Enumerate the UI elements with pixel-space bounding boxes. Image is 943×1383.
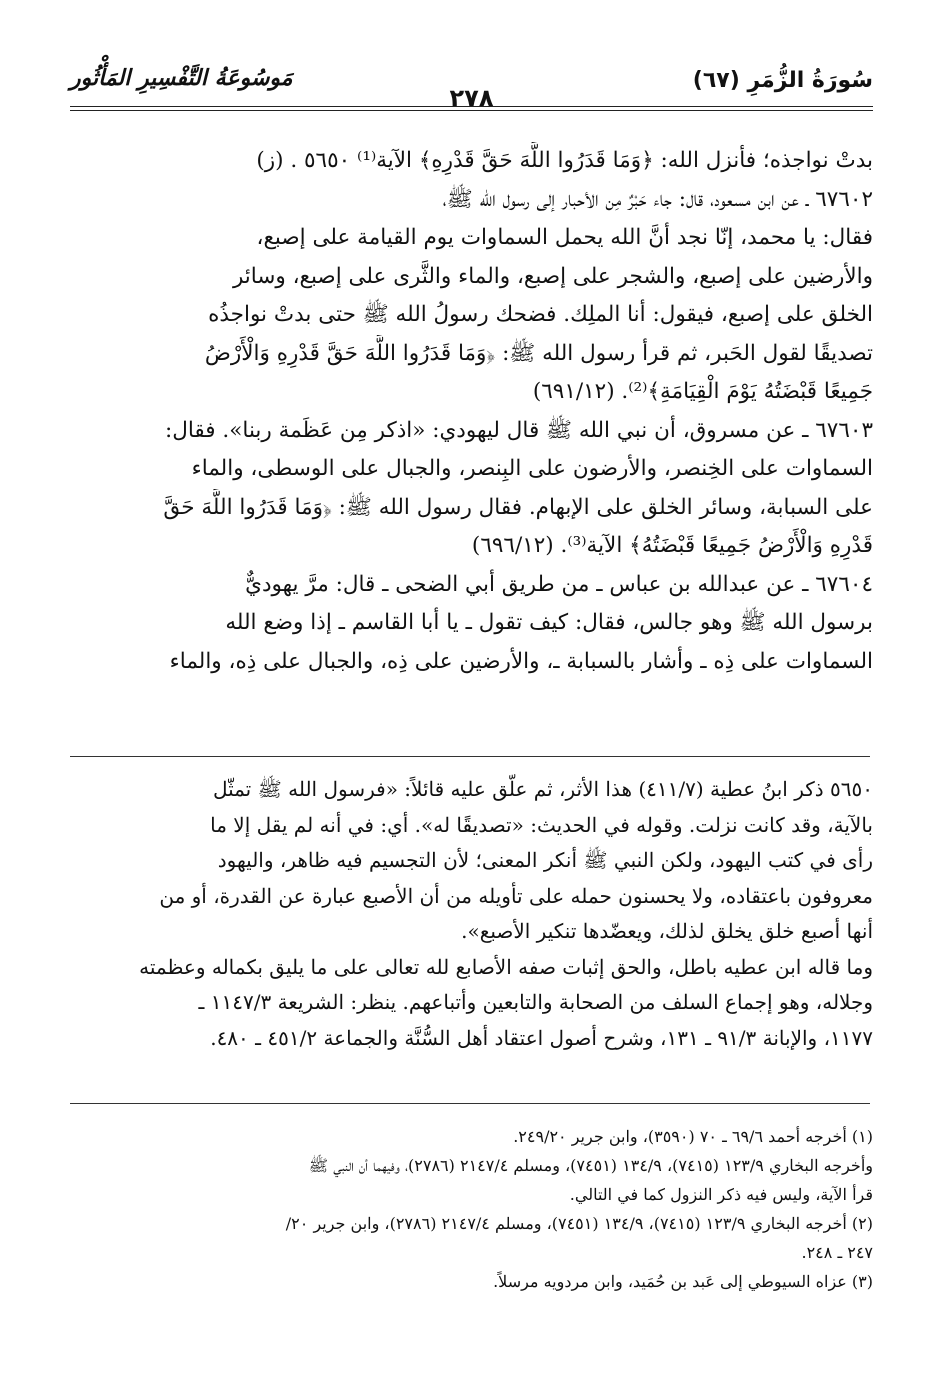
book-title: مَوسُوعَةُ التَّفْسِيرِ المَأْثُور	[70, 66, 293, 91]
text-line: بدتْ نواجذه؛ فأنزل الله: ﴿وَمَا قَدَرُوا اللَّهَ حَقَّ قَدْرِهِ﴾ الآية⁽¹⁾ ٥٦٥٠ . (ز)	[256, 148, 873, 173]
text-line: قَدْرِهِ وَالْأَرْضُ جَمِيعًا قَبْضَتُهُ﴾ الآية⁽³⁾. (٦٩٦/١٢)	[471, 533, 873, 558]
commentary-line: ١١٧٧، والإبانة ٩١/٣ ـ ١٣١، وشرح أصول اعتقاد أهل السُّنَّة والجماعة ٤٥١/٢ ـ ٤٨٠.	[210, 1025, 873, 1050]
footnote-3: (٣) عزاه السيوطي إلى عَبد بن حُمَيد، وابن مردويه مرسلاً.	[493, 1272, 873, 1291]
commentary-line: رأى في كتب اليهود، ولكن النبي ﷺ أنكر المعنى؛ لأن التجسيم فيه ظاهر، واليهود	[217, 848, 873, 872]
footnote-line: قرأ الآية، وليس فيه ذكر النزول كما في التالي.	[569, 1185, 873, 1204]
footnote-line: وأخرجه البخاري ١٢٣/٩ (٧٤١٥)، ١٣٤/٩ (٧٤٥١)، ومسلم ٢١٤٧/٤ (٢٧٨٦)، وفيهما أن النبي ﷺ	[308, 1156, 873, 1175]
header-rule-thin	[70, 110, 873, 111]
commentary-line: بالآية، وقد كانت نزلت. وقوله في الحديث: «تصديقًا له». أي: في أنه لم يقل إلا ما	[210, 812, 873, 837]
commentary-line: وجلاله، وهو إجماع السلف من الصحابة والتابعين وأتباعهم. ينظر: الشريعة ١١٤٧/٣ ـ	[198, 990, 873, 1014]
text-line: السماوات على الخِنصر، والأرضون على البِنصر، والجبال على الوسطى، والماء	[191, 456, 873, 481]
commentary-divider	[70, 756, 870, 757]
text-line: والأرضين على إصبع، والشجر على إصبع، والماء والثَّرى على إصبع، وسائر	[232, 263, 873, 289]
text-line: جَمِيعًا قَبْضَتُهُ يَوْمَ الْقِيَامَةِ﴾⁽²⁾. (٦٩١/١٢)	[532, 379, 873, 404]
commentary-line: ٥٦٥٠ ذكر ابنُ عطية (٤١١/٧) هذا الأثر، ثم علّق عليه قائلاً: «فرسول الله ﷺ تمثّل	[212, 777, 873, 801]
surah-heading	[693, 68, 873, 93]
header-rule	[70, 106, 873, 107]
commentary-line: أنها أصبع خلق يخلق لذلك، ويعضّدها تنكير الأصبع».	[461, 919, 873, 943]
footnotes	[70, 1122, 873, 1296]
footnote-1: (١) أخرجه أحمد ٦٩/٦ ـ ٧٠ (٣٥٩٠)، وابن جرير ٢٤٩/٢٠.	[513, 1127, 873, 1146]
surah-title: سُورَةُ الزُّمَرِ	[747, 68, 873, 93]
hadith-67602: ٦٧٦٠٢ ـ عن ابن مسعود، قال: جاء حَبْرٌ مِن الأحبار إلى رسول الله ﷺ،	[442, 186, 873, 212]
commentary	[70, 772, 873, 1056]
text-line: على السبابة، وسائر الخلق على الإبهام. فقال رسول الله ﷺ: ﴿وَمَا قَدَرُوا اللَّهَ حَقَّ	[163, 494, 873, 520]
text-line: السماوات على ذِه ـ وأشار بالسبابة ـ، والأرضين على ذِه، والجبال على ذِه، والماء	[169, 648, 873, 674]
text-line: فقال: يا محمد، إنّا نجد أنَّ الله يحمل السماوات يوم القيامة على إصبع،	[256, 225, 873, 250]
page-header	[70, 62, 873, 110]
commentary-line: معروفون باعتقاده، ولا يحسنون حمله على تأويله من أن الأصبع عبارة عن القدرة، أو من	[159, 883, 873, 908]
surah-number: (٦٧)	[692, 68, 740, 93]
footnote-divider	[70, 1103, 870, 1104]
main-text	[70, 142, 873, 681]
footnote-2: (٢) أخرجه البخاري ١٢٣/٩ (٧٤١٥)، ١٣٤/٩ (٧٤٥١)، ومسلم ٢١٤٧/٤ (٢٧٨٦)، وابن جرير ٢٠/	[285, 1214, 873, 1233]
page-number: ٢٧٨	[449, 84, 494, 112]
hadith-67603: ٦٧٦٠٣ ـ عن مسروق، أن نبي الله ﷺ قال ليهودي: «اذكر مِن عَظَمة ربنا». فقال:	[165, 417, 873, 443]
footnote-line: ٢٤٧ ـ ٢٤٨.	[801, 1243, 873, 1262]
hadith-67604: ٦٧٦٠٤ ـ عن عبدالله بن عباس ـ من طريق أبي الضحى ـ قال: مرَّ يهوديٌّ	[245, 571, 873, 597]
commentary-line: وما قاله ابن عطيه باطل، والحق إثبات صفه الأصابع لله تعالى على ما يليق بكماله وعظمته	[139, 954, 873, 979]
text-line: تصديقًا لقول الحَبر، ثم قرأ رسول الله ﷺ: ﴿وَمَا قَدَرُوا اللَّهَ حَقَّ قَدْرِهِ وَالْأَرْضُ	[204, 340, 873, 366]
text-line: برسول الله ﷺ وهو جالس، فقال: كيف تقول ـ يا أبا القاسم ـ إذا وضع الله	[225, 610, 873, 635]
text-line: الخلق على إصبع، فيقول: أنا الملِك. فضحك رسولُ الله ﷺ حتى بدتْ نواجذُه	[208, 302, 873, 327]
